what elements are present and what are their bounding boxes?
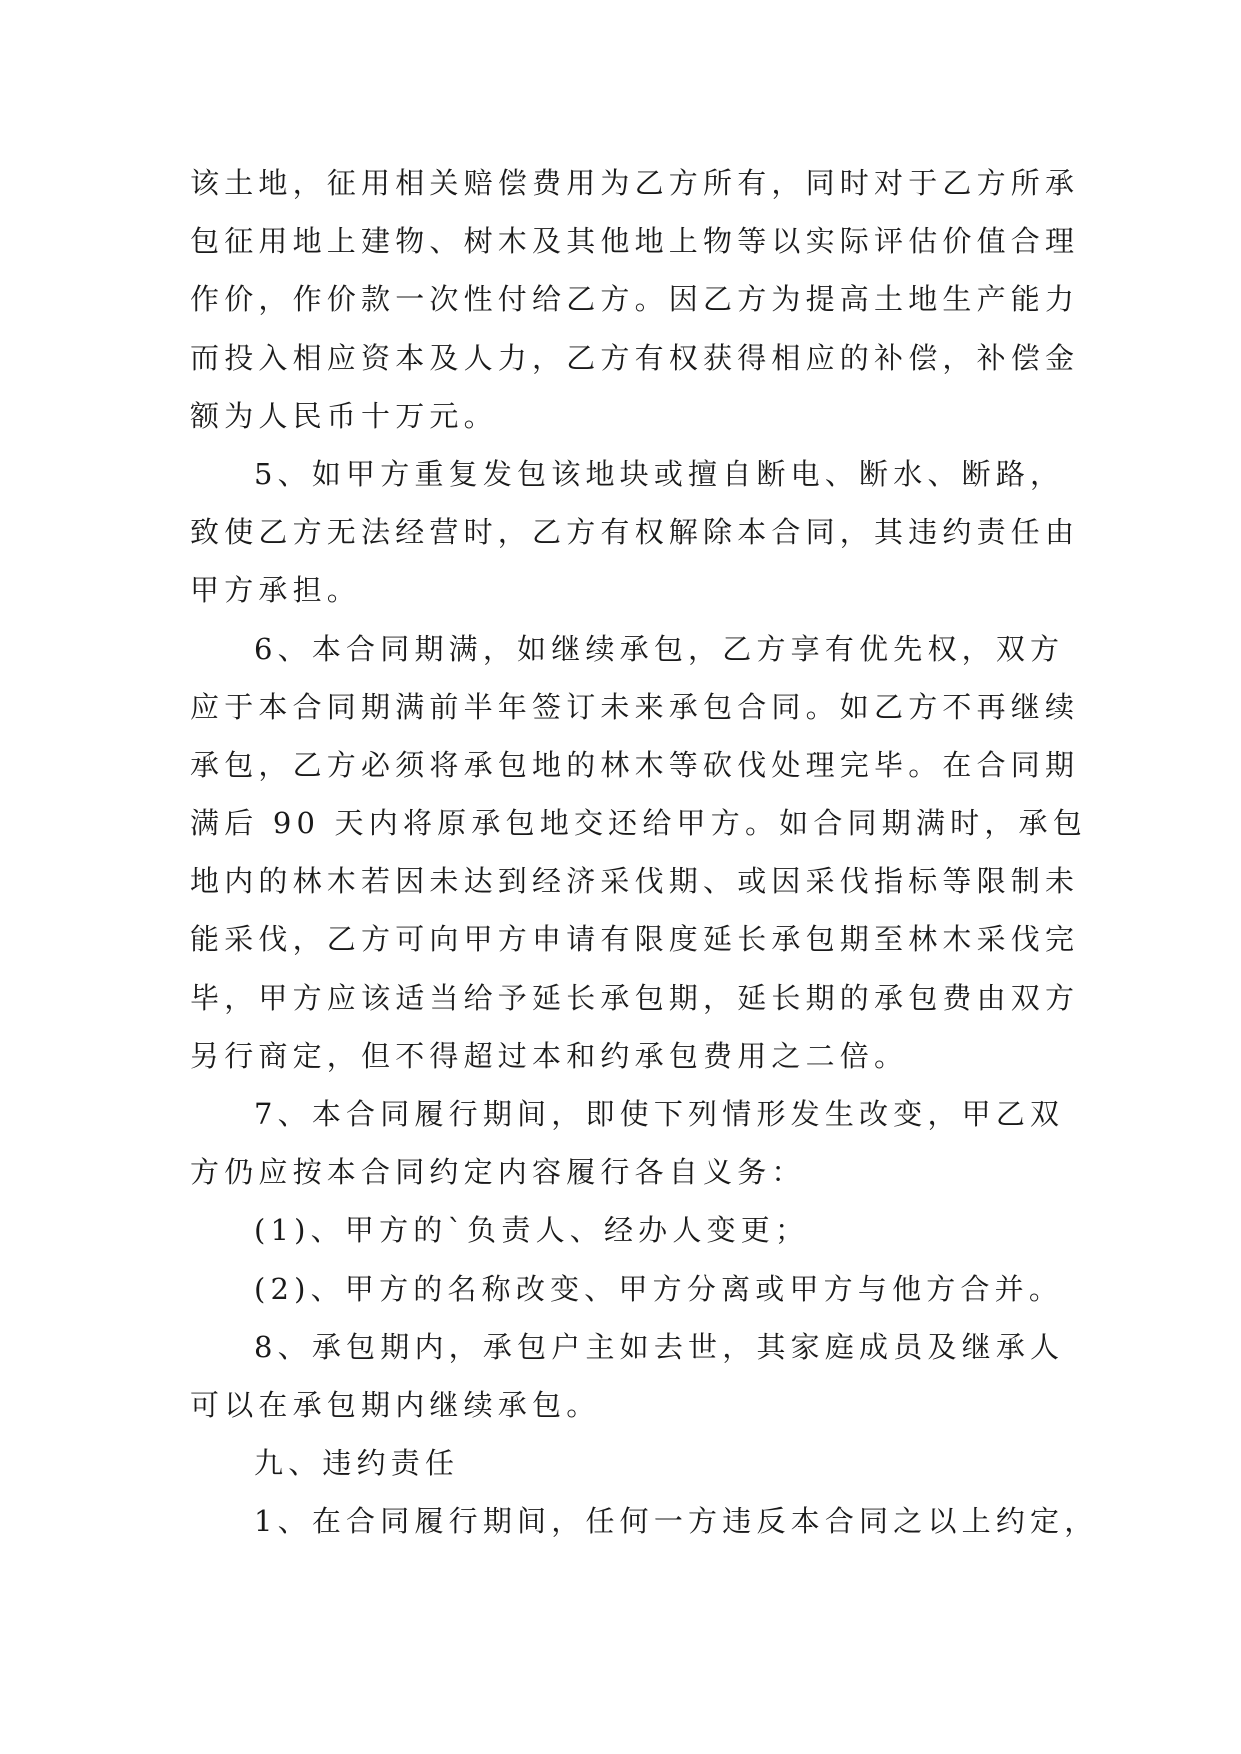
list-item-line: (1)、甲方的`负责人、经办人变更； <box>254 1213 810 1248</box>
paragraph-start-line: 5、如甲方重复发包该地块或擅自断电、断水、断路， <box>254 456 1065 491</box>
text-line: 作价，作价款一次性付给乙方。因乙方为提高土地生产能力 <box>190 282 1080 317</box>
paragraph-start-line: 8、承包期内，承包户主如去世，其家庭成员及继承人 <box>254 1329 1065 1364</box>
text-line: 另行商定，但不得超过本和约承包费用之二倍。 <box>190 1038 909 1073</box>
text-line: 能采伐，乙方可向甲方申请有限度延长承包期至林木采伐完 <box>190 922 1080 957</box>
section-heading: 九、违约责任 <box>254 1446 460 1481</box>
text-line: 额为人民币十万元。 <box>190 398 498 433</box>
text-line: 包征用地上建物、树木及其他地上物等以实际评估价值合理 <box>190 224 1080 259</box>
text-line: 承包，乙方必须将承包地的林木等砍伐处理完毕。在合同期 <box>190 747 1080 782</box>
paragraph-start-line: 6、本合同期满，如继续承包，乙方享有优先权，双方 <box>254 631 1065 666</box>
text-line: 毕，甲方应该适当给予延长承包期，延长期的承包费由双方 <box>190 980 1080 1015</box>
text-line: 可以在承包期内继续承包。 <box>190 1387 601 1422</box>
text-line: 而投入相应资本及人力，乙方有权获得相应的补偿，补偿金 <box>190 340 1080 375</box>
list-item-line: (2)、甲方的名称改变、甲方分离或甲方与他方合并。 <box>254 1271 1064 1306</box>
text-line: 甲方承担。 <box>190 573 362 608</box>
paragraph-start-line: 7、本合同履行期间，即使下列情形发生改变，甲乙双 <box>254 1097 1065 1131</box>
text-line: 方仍应按本合同约定内容履行各自义务： <box>190 1155 806 1190</box>
text-line: 致使乙方无法经营时，乙方有权解除本合同，其违约责任由 <box>190 515 1080 550</box>
text-line: 满后 90 天内将原承包地交还给甲方。如合同期满时，承包 <box>190 806 1087 841</box>
text-line: 地内的林木若因未达到经济采伐期、或因采伐指标等限制未 <box>190 864 1080 899</box>
paragraph-start-line: 1、在合同履行期间，任何一方违反本合同之以上约定， <box>254 1504 1099 1539</box>
document-body <box>190 154 1099 1551</box>
text-line: 该土地，征用相关赔偿费用为乙方所有，同时对于乙方所承 <box>190 166 1080 200</box>
text-line: 应于本合同期满前半年签订未来承包合同。如乙方不再继续 <box>190 689 1080 724</box>
